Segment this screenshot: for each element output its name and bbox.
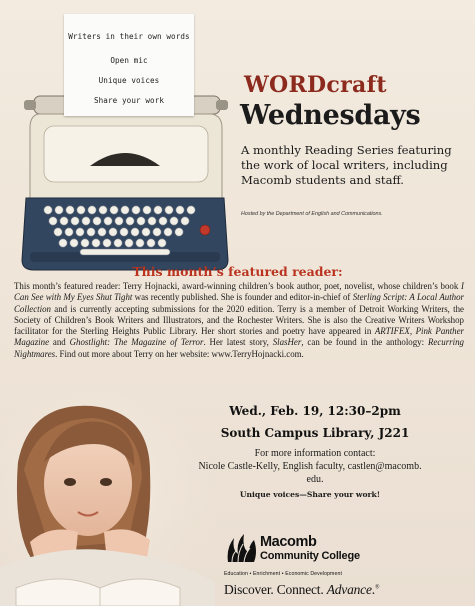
macomb-flame-icon bbox=[224, 532, 258, 566]
contact-heading: For more information contact: bbox=[254, 448, 376, 459]
bio-part: . Her latest story, bbox=[203, 337, 273, 348]
typewriter-illustration bbox=[20, 8, 230, 278]
bio-anthology-title: Recurring Nightmares bbox=[14, 337, 464, 359]
girl-reading-photo bbox=[0, 392, 215, 606]
title-wordcraft: WORDcraft bbox=[244, 72, 387, 98]
paper-line-unique-voices: Unique voices bbox=[98, 76, 160, 85]
hosted-by-text: Hosted by the Department of English and Communications. bbox=[241, 211, 383, 217]
intro-text: A monthly Reading Series featuring the work of local writers, including Macomb students and staff. bbox=[241, 143, 452, 187]
bio-part: and is currently accepting submissions for the 2020 edition. Terry is a member of Detroit Working Writers, the Society of Children’s Book Writers and Illustrators, and the Rochester Writers. She is also the Creative Writers Workshop facilitator for the Sterling Heights Public Library. Her short stories and poetry have appeared in bbox=[14, 303, 464, 337]
typewriter-paper bbox=[64, 14, 194, 116]
logo-subline: Education • Enrichment • Economic Development bbox=[224, 571, 342, 577]
logo-name-macomb: Macomb bbox=[260, 534, 317, 550]
featured-bio bbox=[14, 281, 464, 360]
trademark-mark: ® bbox=[374, 584, 380, 591]
bio-part: , bbox=[409, 326, 416, 337]
bio-story-title: SlasHer bbox=[272, 337, 302, 348]
bio-book-title: I Can See with My Eyes Shut Tight bbox=[14, 281, 464, 303]
event-date-time: Wed., Feb. 19, 12:30–2pm bbox=[229, 404, 401, 418]
event-location: South Campus Library, J221 bbox=[220, 426, 410, 440]
bio-publication: ARTIFEX bbox=[374, 326, 410, 337]
paper-line-share: Share your work bbox=[93, 96, 165, 105]
bio-publication: Pink Panther Magazine bbox=[14, 326, 465, 348]
logo-slogan bbox=[224, 582, 464, 598]
bio-part: . Find out more about Terry on her website: www.TerryHojnacki.com. bbox=[55, 348, 304, 359]
title-wednesdays: Wednesdays bbox=[240, 100, 421, 131]
slogan-part: Discover. Connect. bbox=[224, 582, 327, 597]
bio-part: and bbox=[49, 337, 70, 348]
logo-name-community-college: Community College bbox=[260, 550, 360, 562]
bio-publication: Ghostlight: The Magazine of Terror bbox=[69, 337, 204, 348]
macomb-logo bbox=[224, 530, 464, 604]
slogan-advance: Advance bbox=[326, 582, 372, 597]
bio-part: , can be found in the anthology: bbox=[301, 337, 428, 348]
bio-part: was recently published. She is founder and editor-in-chief of bbox=[132, 292, 353, 303]
contact-email-end: edu. bbox=[306, 474, 324, 485]
bio-anthology-title: Sterling Script: A Local Author Collection bbox=[14, 292, 464, 314]
paper-line-open-mic: Open mic bbox=[110, 56, 148, 65]
slogan-period: . bbox=[371, 582, 375, 597]
contact-name-email: Nicole Castle-Kelly, English faculty, castlen@macomb. bbox=[198, 461, 422, 472]
bio-part: This month’s featured reader: Terry Hojnacki, award-winning children’s book author, poet, novelist, whose children’s book bbox=[14, 281, 462, 291]
paper-line-writers: Writers in their own words bbox=[68, 32, 190, 41]
tagline: Unique voices—Share your work! bbox=[239, 490, 381, 499]
featured-heading: This month’s featured reader: bbox=[132, 264, 343, 279]
